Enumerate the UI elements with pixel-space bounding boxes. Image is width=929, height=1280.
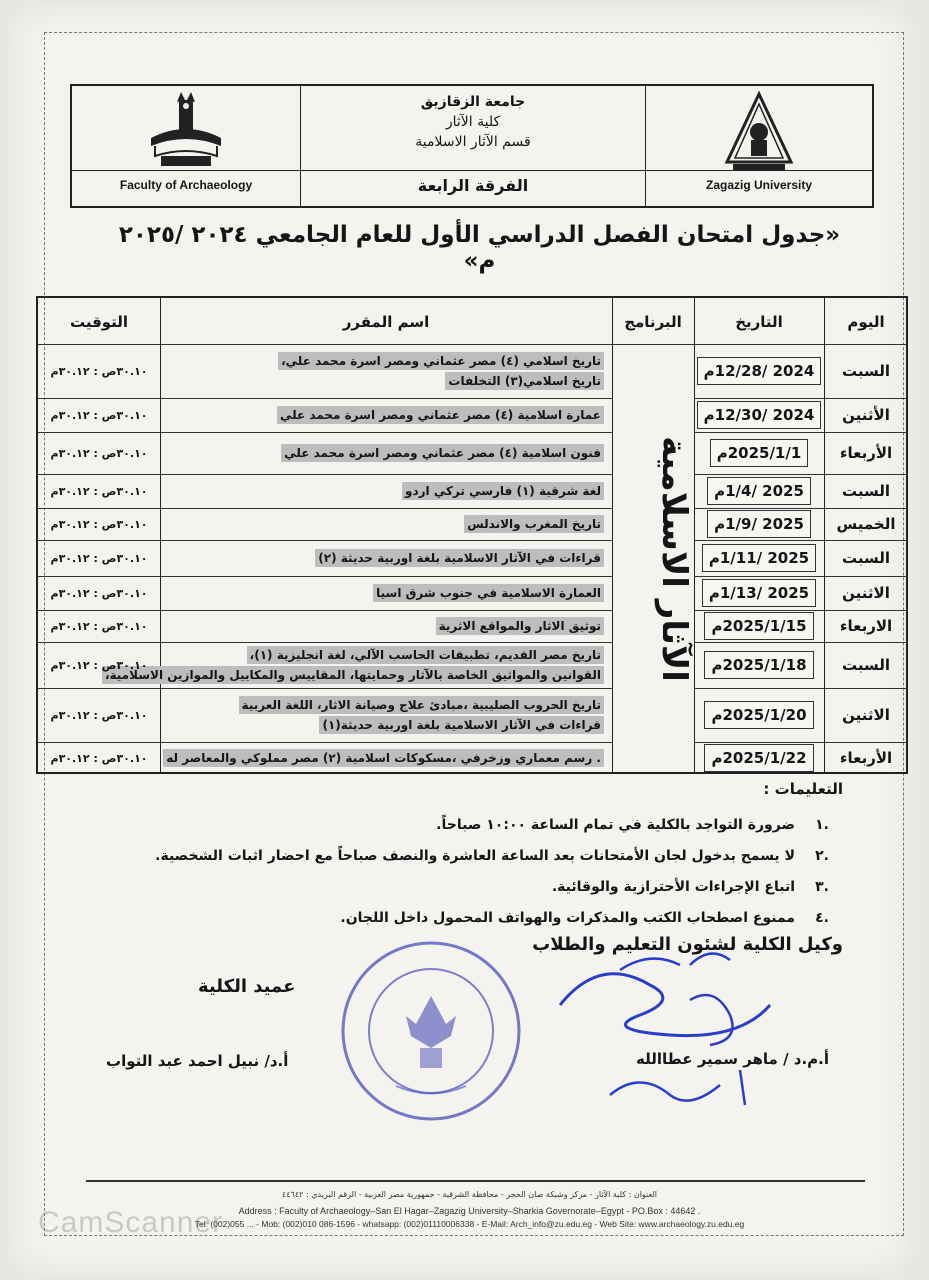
course-name: تاريخ المغرب والاندلس [464,515,604,533]
header-center [300,86,646,206]
course-cell [160,688,612,742]
time-cell [38,742,160,774]
course-cell [160,742,612,774]
time-text: ٣٠.١٠ص : ٣٠.١٢م [50,364,148,378]
header-divider [72,170,872,171]
instruction-number: .٤ [815,910,829,926]
course-cell [160,576,612,610]
day-cell [824,432,908,474]
handwritten-signature-icon [540,945,800,1129]
day-cell [824,344,908,398]
date-text: 2025 /1/11م [702,544,816,572]
time-text: ٣٠.١٠ص : ٣٠.١٢م [50,408,148,422]
course-cell [160,540,612,576]
schedule-title: «جدول امتحان الفصل الدراسي الأول للعام الجامعي ٢٠٢٤ /٢٠٢٥ م» [118,222,841,274]
instruction-number: .٣ [815,879,829,895]
course-name: تاريخ الحروب الصليبية ،مبادئ علاج وصيانة الاثار، اللغة العربية [239,696,604,714]
date-text: 2025/1/22م [704,744,813,772]
course-name: لغة شرقية (١) فارسي تركي اردو [402,482,604,500]
day-text: السبت [841,482,891,500]
course-cell [104,642,612,688]
course-name: تاريخ مصر القديم، تطبيقات الحاسب الآلي، لغة انجليزية (١)، [247,646,604,664]
header-time: التوقيت [69,313,129,331]
date-text: 2025 /1/4م [707,477,811,505]
instruction-text: اتباع الإجراءات الأحترازية والوقائية. [551,879,795,895]
date-cell [694,474,824,508]
instruction-item [69,810,829,841]
day-text: الأربعاء [839,444,893,462]
date-cell [694,742,824,774]
time-cell [38,344,160,398]
day-cell [824,742,908,774]
date-text: 2025/1/20م [704,701,813,729]
time-text: ٣٠.١٠ص : ٣٠.١٢م [50,658,148,672]
footer-address-en: Address : Faculty of Archaeology–San El Hagar–Zagazig University–Sharkia Governorate–Egypt - PO.Box : 44642 . [238,1206,701,1216]
course-name: قراءات في الآثار الاسلامية بلغة اوربية حديثة (٢) [315,549,604,567]
program-name: الآثار الاسلامية [654,436,694,682]
letterhead [70,84,874,208]
course-name: تاريخ اسلامي(٣) التخلفات [445,372,604,390]
date-cell [694,508,824,540]
footer-contacts: Tel: (002)055 ... - Mob: (002)010 086-1596 - whatsapp: (002)01110006338 - E-Mail: Arch_info@zu.edu.eg - Web Site: www.archaeology.zu.edu.eg [194,1219,745,1229]
date-cell [694,576,824,610]
footer-address-ar: العنوان : كلية الآثار - مركز وشبكة صان الحجر - محافظة الشرقية - جمهورية مصر العربية - الرقم البريدي : ٤٤٦٤٢ [281,1190,657,1199]
day-text: الاربعاء [839,617,893,635]
instruction-number: .١ [815,817,829,833]
day-cell [824,398,908,432]
day-cell [824,642,908,688]
instruction-item [69,872,829,903]
time-text: ٣٠.١٠ص : ٣٠.١٢م [50,446,148,460]
time-text: ٣٠.١٠ص : ٣٠.١٢م [50,708,148,722]
course-name: عمارة اسلامية (٤) مصر عثماني ومصر اسرة محمد علي [277,406,604,424]
time-cell [38,398,160,432]
date-cell [694,398,824,432]
instruction-item [69,903,829,934]
date-cell [694,432,824,474]
time-cell [38,508,160,540]
course-name: فنون اسلامية (٤) مصر عثماني ومصر اسرة محمد علي [281,444,604,462]
day-text: السبت [841,362,891,380]
level-name: الفرقة الرابعة [417,176,529,195]
col-divider [612,298,613,772]
time-text: ٣٠.١٠ص : ٣٠.١٢م [50,586,148,600]
date-text: 2025 /1/9م [707,510,811,538]
day-cell [824,576,908,610]
course-cell [160,398,612,432]
time-cell [38,432,160,474]
instruction-number: .٢ [815,848,829,864]
time-text: ٣٠.١٠ص : ٣٠.١٢م [50,551,148,565]
course-name: تاريخ اسلامي (٤) مصر عثماني ومصر اسرة محمد علي، [278,352,604,370]
header-program: البرنامج [624,313,682,331]
day-text: الأربعاء [839,749,893,767]
day-text: السبت [841,656,891,674]
day-cell [824,540,908,576]
date-text: 2025 /1/13م [702,579,816,607]
course-cell [160,610,612,642]
faculty-logo-cell [72,86,301,206]
university-logo-cell [645,86,872,206]
date-cell [694,642,824,688]
exam-schedule-table [36,296,908,774]
instruction-text: ضرورة التواجد بالكلية في تمام الساعة ١٠:٠٠ صباحاً. [436,817,795,833]
header-date: التاريخ [735,313,783,331]
dean-title: عميد الكلية [198,976,296,997]
university-logo-icon [719,90,799,176]
course-name: العمارة الاسلامية في جنوب شرق اسيا [373,584,604,602]
dean-name: أ.د/ نبيل احمد عبد التواب [106,1052,289,1070]
time-text: ٣٠.١٠ص : ٣٠.١٢م [50,484,148,498]
date-text: 2024 /12/28م [697,357,822,385]
university-name-ar: جامعة الزقازيق [420,94,526,110]
time-text: ٣٠.١٠ص : ٣٠.١٢م [50,751,148,765]
date-text: 2024 /12/30م [697,401,822,429]
time-cell [38,576,160,610]
course-name: قراءات في الآثار الاسلامية بلغة اوربية حديثة(١) [319,716,604,734]
university-name-en: Zagazig University [705,178,813,192]
vice-dean-name: أ.م.د / ماهر سمير عطاالله [636,1050,829,1068]
course-cell [160,508,612,540]
date-text: 2025/1/1م [710,439,809,467]
time-cell [38,474,160,508]
course-name: . رسم معماري وزخرفي ،مسكوكات اسلامية (٢) مصر مملوكي والمعاصر له [163,749,604,767]
instruction-text: لا يسمح بدخول لجان الأمتحانات بعد الساعة العاشرة والنصف صباحاً مع احضار اثبات الشخصية. [155,848,795,864]
instruction-item [69,841,829,872]
day-cell [824,610,908,642]
day-text: الاثنين [842,706,890,724]
vice-dean-title: وكيل الكلية لشئون التعليم والطلاب [532,934,843,955]
official-stamp-icon [336,936,526,1130]
date-cell [694,610,824,642]
course-cell [160,474,612,508]
day-text: الأثنين [842,406,890,424]
course-name: توثيق الاثار والمواقع الاثرية [436,617,604,635]
instructions-list [69,810,829,934]
course-cell [160,344,612,398]
date-cell [694,344,824,398]
faculty-name-ar: كلية الآثار [445,114,501,130]
scanner-watermark: CamScanner [38,1206,224,1239]
date-cell [694,540,824,576]
date-cell [694,688,824,742]
course-cell [160,432,612,474]
faculty-logo-icon [141,90,231,176]
day-text: الاثنين [842,584,890,602]
time-cell [38,610,160,642]
course-name: القوانين والمواثيق الخاصة بالآثار وحمايتها، المقاييس والمكاييل والموازين الاسلامية، [102,666,604,684]
time-cell [38,688,160,742]
header-day: اليوم [847,313,885,331]
department-name-ar: قسم الآثار الاسلامية [415,134,531,150]
time-text: ٣٠.١٠ص : ٣٠.١٢م [50,517,148,531]
date-text: 2025/1/15م [704,612,813,640]
instruction-text: ممنوع اصطحاب الكتب والمذكرات والهواتف المحمول داخل اللجان. [340,910,795,926]
day-text: السبت [841,549,891,567]
day-cell [824,474,908,508]
day-text: الخميس [836,515,896,533]
instructions-heading: التعليمات : [763,780,843,798]
time-cell [38,642,160,688]
header-course: اسم المقرر [342,313,430,331]
faculty-name-en: Faculty of Archaeology [119,178,253,192]
time-cell [38,540,160,576]
time-text: ٣٠.١٠ص : ٣٠.١٢م [50,619,148,633]
day-cell [824,688,908,742]
date-text: 2025/1/18م [704,651,813,679]
footer-divider [86,1180,865,1182]
day-cell [824,508,908,540]
